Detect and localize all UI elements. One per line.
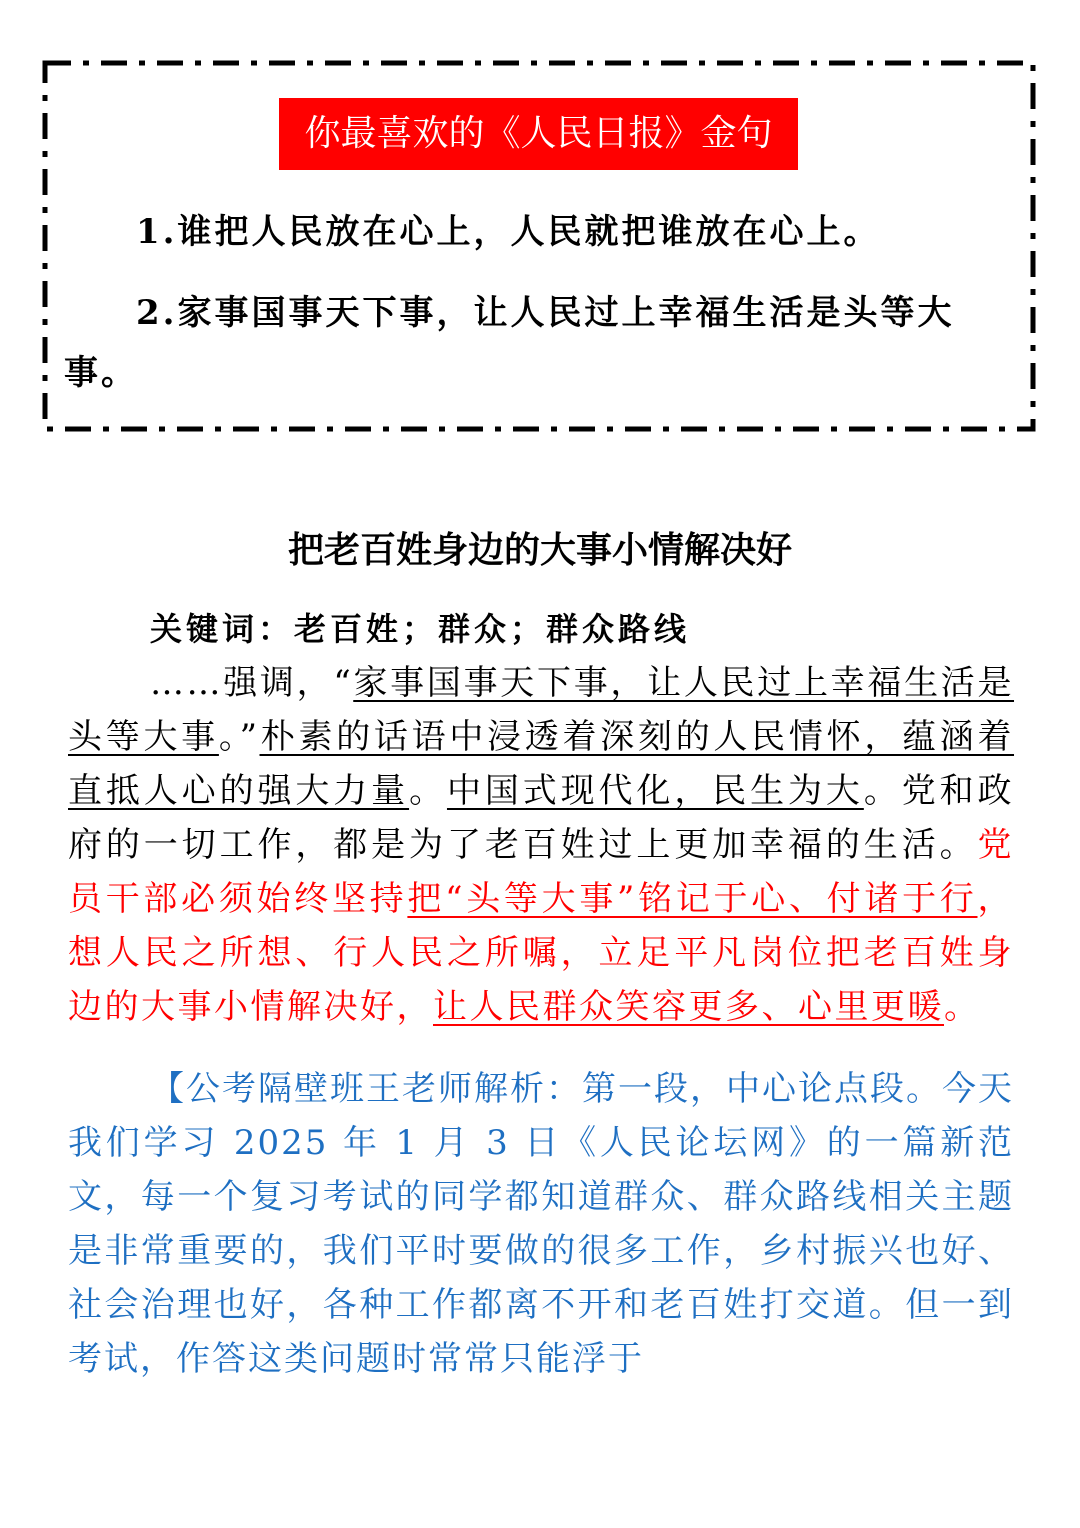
red-underlined-phrase-2: 让人民群众笑容更多、心里更暖 [433,987,944,1027]
quote-box [42,60,1036,432]
quote-box-title: 你最喜欢的《人民日报》金句 [279,98,798,170]
body-text-2: 。” [218,717,260,757]
quote-1: 1.谁把人民放在心上，人民就把谁放在心上。 [136,212,881,252]
article-title: 把老百姓身边的大事小情解决好 [287,529,792,571]
underlined-phrase-people-feeling: 朴素的话语中浸透着深刻的人民情怀，蕴涵着直抵人心的强大力量 [68,717,1015,811]
red-underlined-phrase-1: 把“头等大事”铭记于心、付诸于行 [407,879,978,919]
article-body-paragraph [68,656,1014,1034]
teacher-analysis: 【公考隔壁班王老师解析：第一段，中心论点段。今天我们学习 2025 年 1 月 3 日《人民论坛网》的一篇新范文，每一个复习考试的同学都知道群众、群众路线相关主题是非常重要的，我们平时要做的很多工作，乡村振兴也好、社会治理也好，各种工作都离不开和老百姓打交道。但一到考试，作答这类问题时常常只能浮于 [68,1069,1014,1379]
quote-2: 2.家事国事天下事，让人民过上幸福生活是头等大事。 [64,293,955,393]
underlined-quote: 家事国事天下事，让人民过上幸福生活是头等大事 [68,663,1015,757]
body-text-3: 。 [409,771,447,811]
keywords-line: 关键词：老百姓；群众；群众路线 [150,610,691,648]
body-text-4: 。党和政府的一切工作，都是为了老百姓过上更加幸福的生活。 [68,771,1015,865]
underlined-phrase-livelihood: 中国式现代化，民生为大 [446,771,864,811]
red-text-3: 。 [944,987,981,1027]
body-text-1: ……强调，“ [150,663,354,703]
red-text-1: 党员干部必须始终坚持 [68,825,1014,919]
red-text-2: ，想人民之所想、行人民之所嘱，立足平凡岗位把老百姓身边的大事小情解决好， [68,879,1015,1027]
